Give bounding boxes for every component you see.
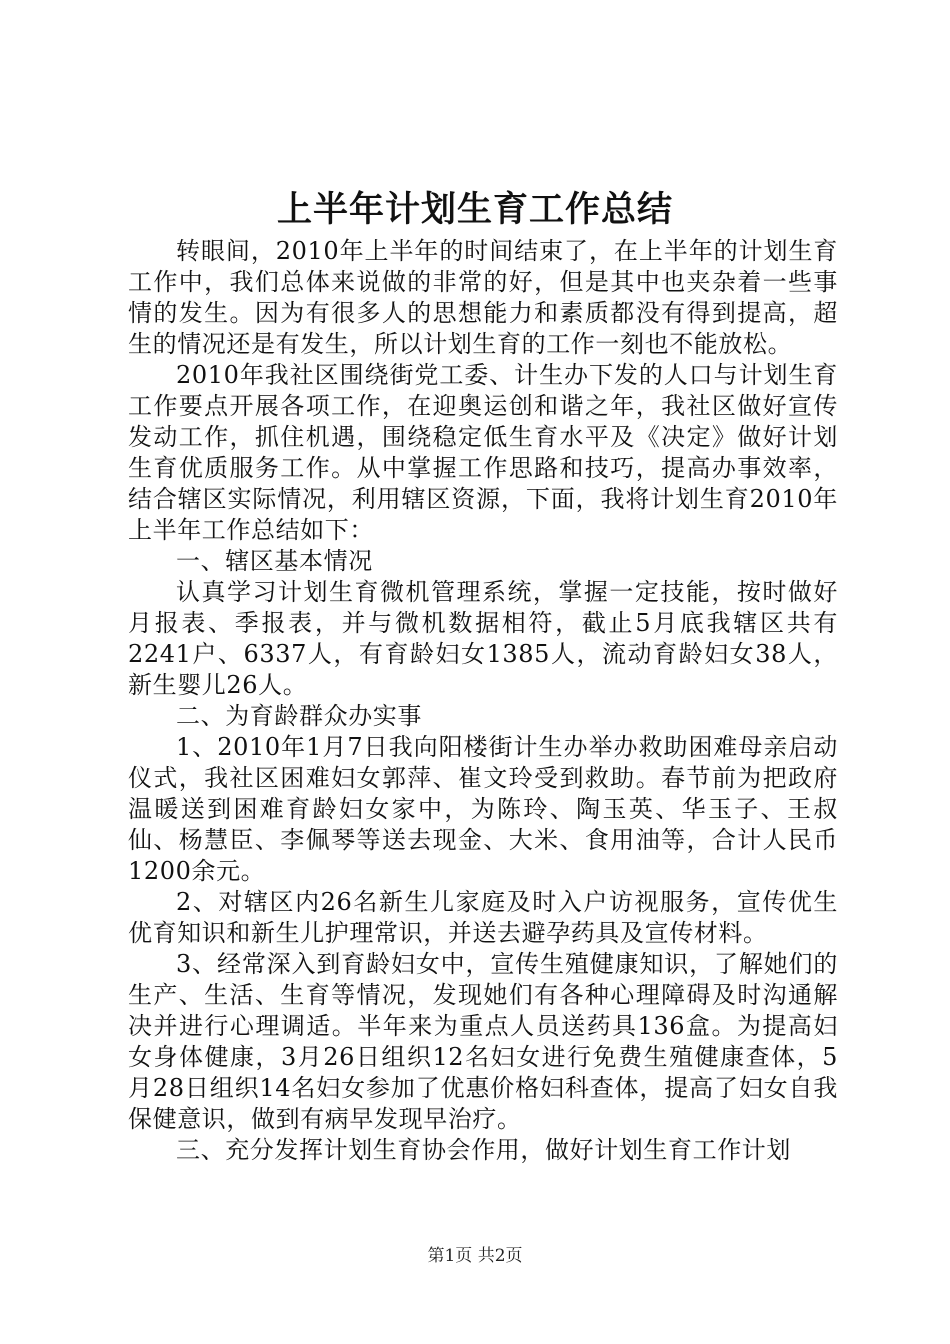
paragraph-overview: 2010年我社区围绕街党工委、计生办下发的人口与计划生育工作要点开展各项工作，在迎奥运创和谐之年，我社区做好宣传发动工作，抓住机遇，围绕稳定低生育水平及《决定》做好计划生育优质服务工作。从中掌握工作思路和技巧，提高办事效率，结合辖区实际情况，利用辖区资源，下面，我将计划生育2010年上半年工作总结如下： (128, 361, 838, 544)
section-heading-2: 二、为育龄群众办实事 (176, 702, 422, 730)
paragraph-item-2: 2、对辖区内26名新生儿家庭及时入户访视服务，宣传优生优育知识和新生儿护理常识，并送去避孕药具及宣传材料。 (128, 888, 838, 947)
section-heading-3: 三、充分发挥计划生育协会作用，做好计划生育工作计划 (176, 1136, 791, 1164)
document-body (128, 236, 838, 1166)
document-title: 上半年计划生育工作总结 (276, 190, 673, 230)
paragraph-intro: 转眼间，2010年上半年的时间结束了，在上半年的计划生育工作中，我们总体来说做的非常的好，但是其中也夹杂着一些事情的发生。因为有很多人的思想能力和素质都没有得到提高，超生的情况还是有发生，所以计划生育的工作一刻也不能放松。 (128, 237, 838, 358)
paragraph-item-3: 3、经常深入到育龄妇女中，宣传生殖健康知识，了解她们的生产、生活、生育等情况，发现她们有各种心理障碍及时沟通解决并进行心理调适。半年来为重点人员送药具136盒。为提高妇女身体健康，3月26日组织12名妇女进行免费生殖健康查体，5月28日组织14名妇女参加了优惠价格妇科查体，提高了妇女自我保健意识，做到有病早发现早治疗。 (128, 950, 838, 1133)
page-footer: 第1页 共2页 (427, 1246, 523, 1266)
paragraph-district-info: 认真学习计划生育微机管理系统，掌握一定技能，按时做好月报表、季报表，并与微机数据相符，截止5月底我辖区共有2241户、6337人，有育龄妇女1385人，流动育龄妇女38人，新生婴儿26人。 (128, 578, 838, 699)
section-heading-1: 一、辖区基本情况 (176, 547, 373, 575)
paragraph-item-1: 1、2010年1月7日我向阳楼街计生办举办救助困难母亲启动仪式，我社区困难妇女郭萍、崔文玲受到救助。春节前为把政府温暖送到困难育龄妇女家中，为陈玲、陶玉英、华玉子、王叔仙、杨慧臣、李佩琴等送去现金、大米、食用油等，合计人民币1200余元。 (128, 733, 838, 885)
